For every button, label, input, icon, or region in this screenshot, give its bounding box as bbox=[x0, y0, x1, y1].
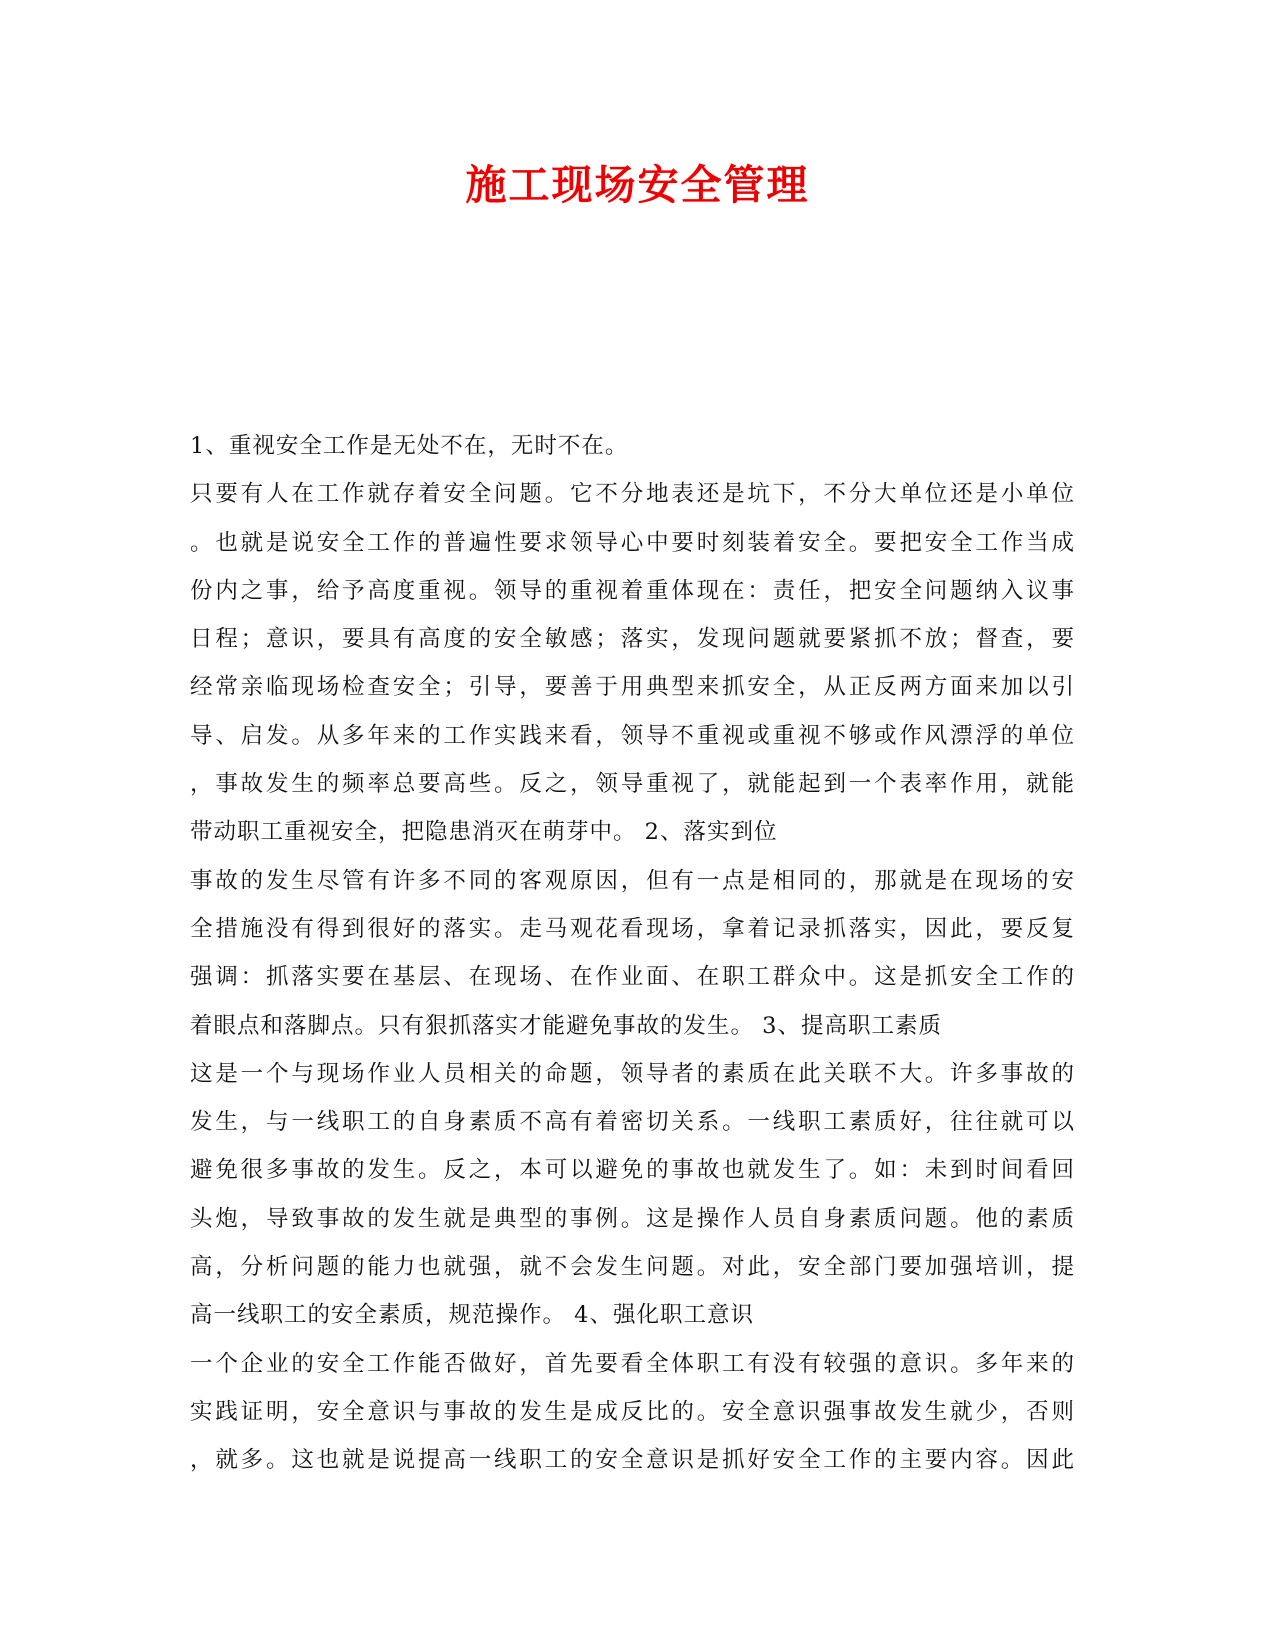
paragraph-line: ，事故发生的频率总要高些。反之，领导重视了，就能起到一个表率作用，就能 bbox=[190, 771, 1075, 798]
paragraph-line: 一个企业的安全工作能否做好，首先要看全体职工有没有较强的意识。多年来的 bbox=[190, 1350, 1075, 1377]
paragraph-line: 高一线职工的安全素质，规范操作。 4、强化职工意识 bbox=[190, 1302, 754, 1329]
paragraph-line: 着眼点和落脚点。只有狠抓落实才能避免事故的发生。 3、提高职工素质 bbox=[190, 1012, 942, 1039]
paragraph-line: 经常亲临现场检查安全；引导，要善于用典型来抓安全，从正反两方面来加以引 bbox=[190, 674, 1075, 701]
paragraph-line: ，就多。这也就是说提高一线职工的安全意识是抓好安全工作的主要内容。因此 bbox=[190, 1447, 1075, 1474]
paragraph-line: 事故的发生尽管有许多不同的客观原因，但有一点是相同的，那就是在现场的安 bbox=[190, 867, 1075, 894]
paragraph-line: 实践证明，安全意识与事故的发生是成反比的。安全意识强事故发生就少，否则 bbox=[190, 1398, 1075, 1425]
paragraph-line: 日程；意识，要具有高度的安全敏感；落实，发现问题就要紧抓不放；督查，要 bbox=[190, 626, 1075, 653]
paragraph-line: 强调：抓落实要在基层、在现场、在作业面、在职工群众中。这是抓安全工作的 bbox=[190, 964, 1075, 991]
paragraph-line: 全措施没有得到很好的落实。走马观花看现场，拿着记录抓落实，因此，要反复 bbox=[190, 915, 1075, 942]
paragraph-line: 发生，与一线职工的自身素质不高有着密切关系。一线职工素质好，往往就可以 bbox=[190, 1109, 1075, 1136]
paragraph-line: 这是一个与现场作业人员相关的命题，领导者的素质在此关联不大。许多事故的 bbox=[190, 1060, 1075, 1087]
paragraph-line: 头炮，导致事故的发生就是典型的事例。这是操作人员自身素质问题。他的素质 bbox=[190, 1205, 1075, 1232]
paragraph-line: 份内之事，给予高度重视。领导的重视着重体现在：责任，把安全问题纳入议事 bbox=[190, 577, 1075, 604]
document-body bbox=[190, 422, 1075, 1485]
paragraph-line: 带动职工重视安全，把隐患消灭在萌芽中。 2、落实到位 bbox=[190, 819, 778, 846]
paragraph-line: 只要有人在工作就存着安全问题。它不分地表还是坑下，不分大单位还是小单位 bbox=[190, 481, 1075, 508]
paragraph-line: 高，分析问题的能力也就强，就不会发生问题。对此，安全部门要加强培训，提 bbox=[190, 1254, 1075, 1281]
paragraph-line: 导、启发。从多年来的工作实践来看，领导不重视或重视不够或作风漂浮的单位 bbox=[190, 722, 1075, 749]
document-title: 施工现场安全管理 bbox=[465, 161, 810, 209]
paragraph-line: 1、重视安全工作是无处不在，无时不在。 bbox=[190, 433, 629, 459]
paragraph-line: 。也就是说安全工作的普遍性要求领导心中要时刻装着安全。要把安全工作当成 bbox=[190, 529, 1075, 556]
paragraph-line: 避免很多事故的发生。反之，本可以避免的事故也就发生了。如：未到时间看回 bbox=[190, 1157, 1075, 1184]
